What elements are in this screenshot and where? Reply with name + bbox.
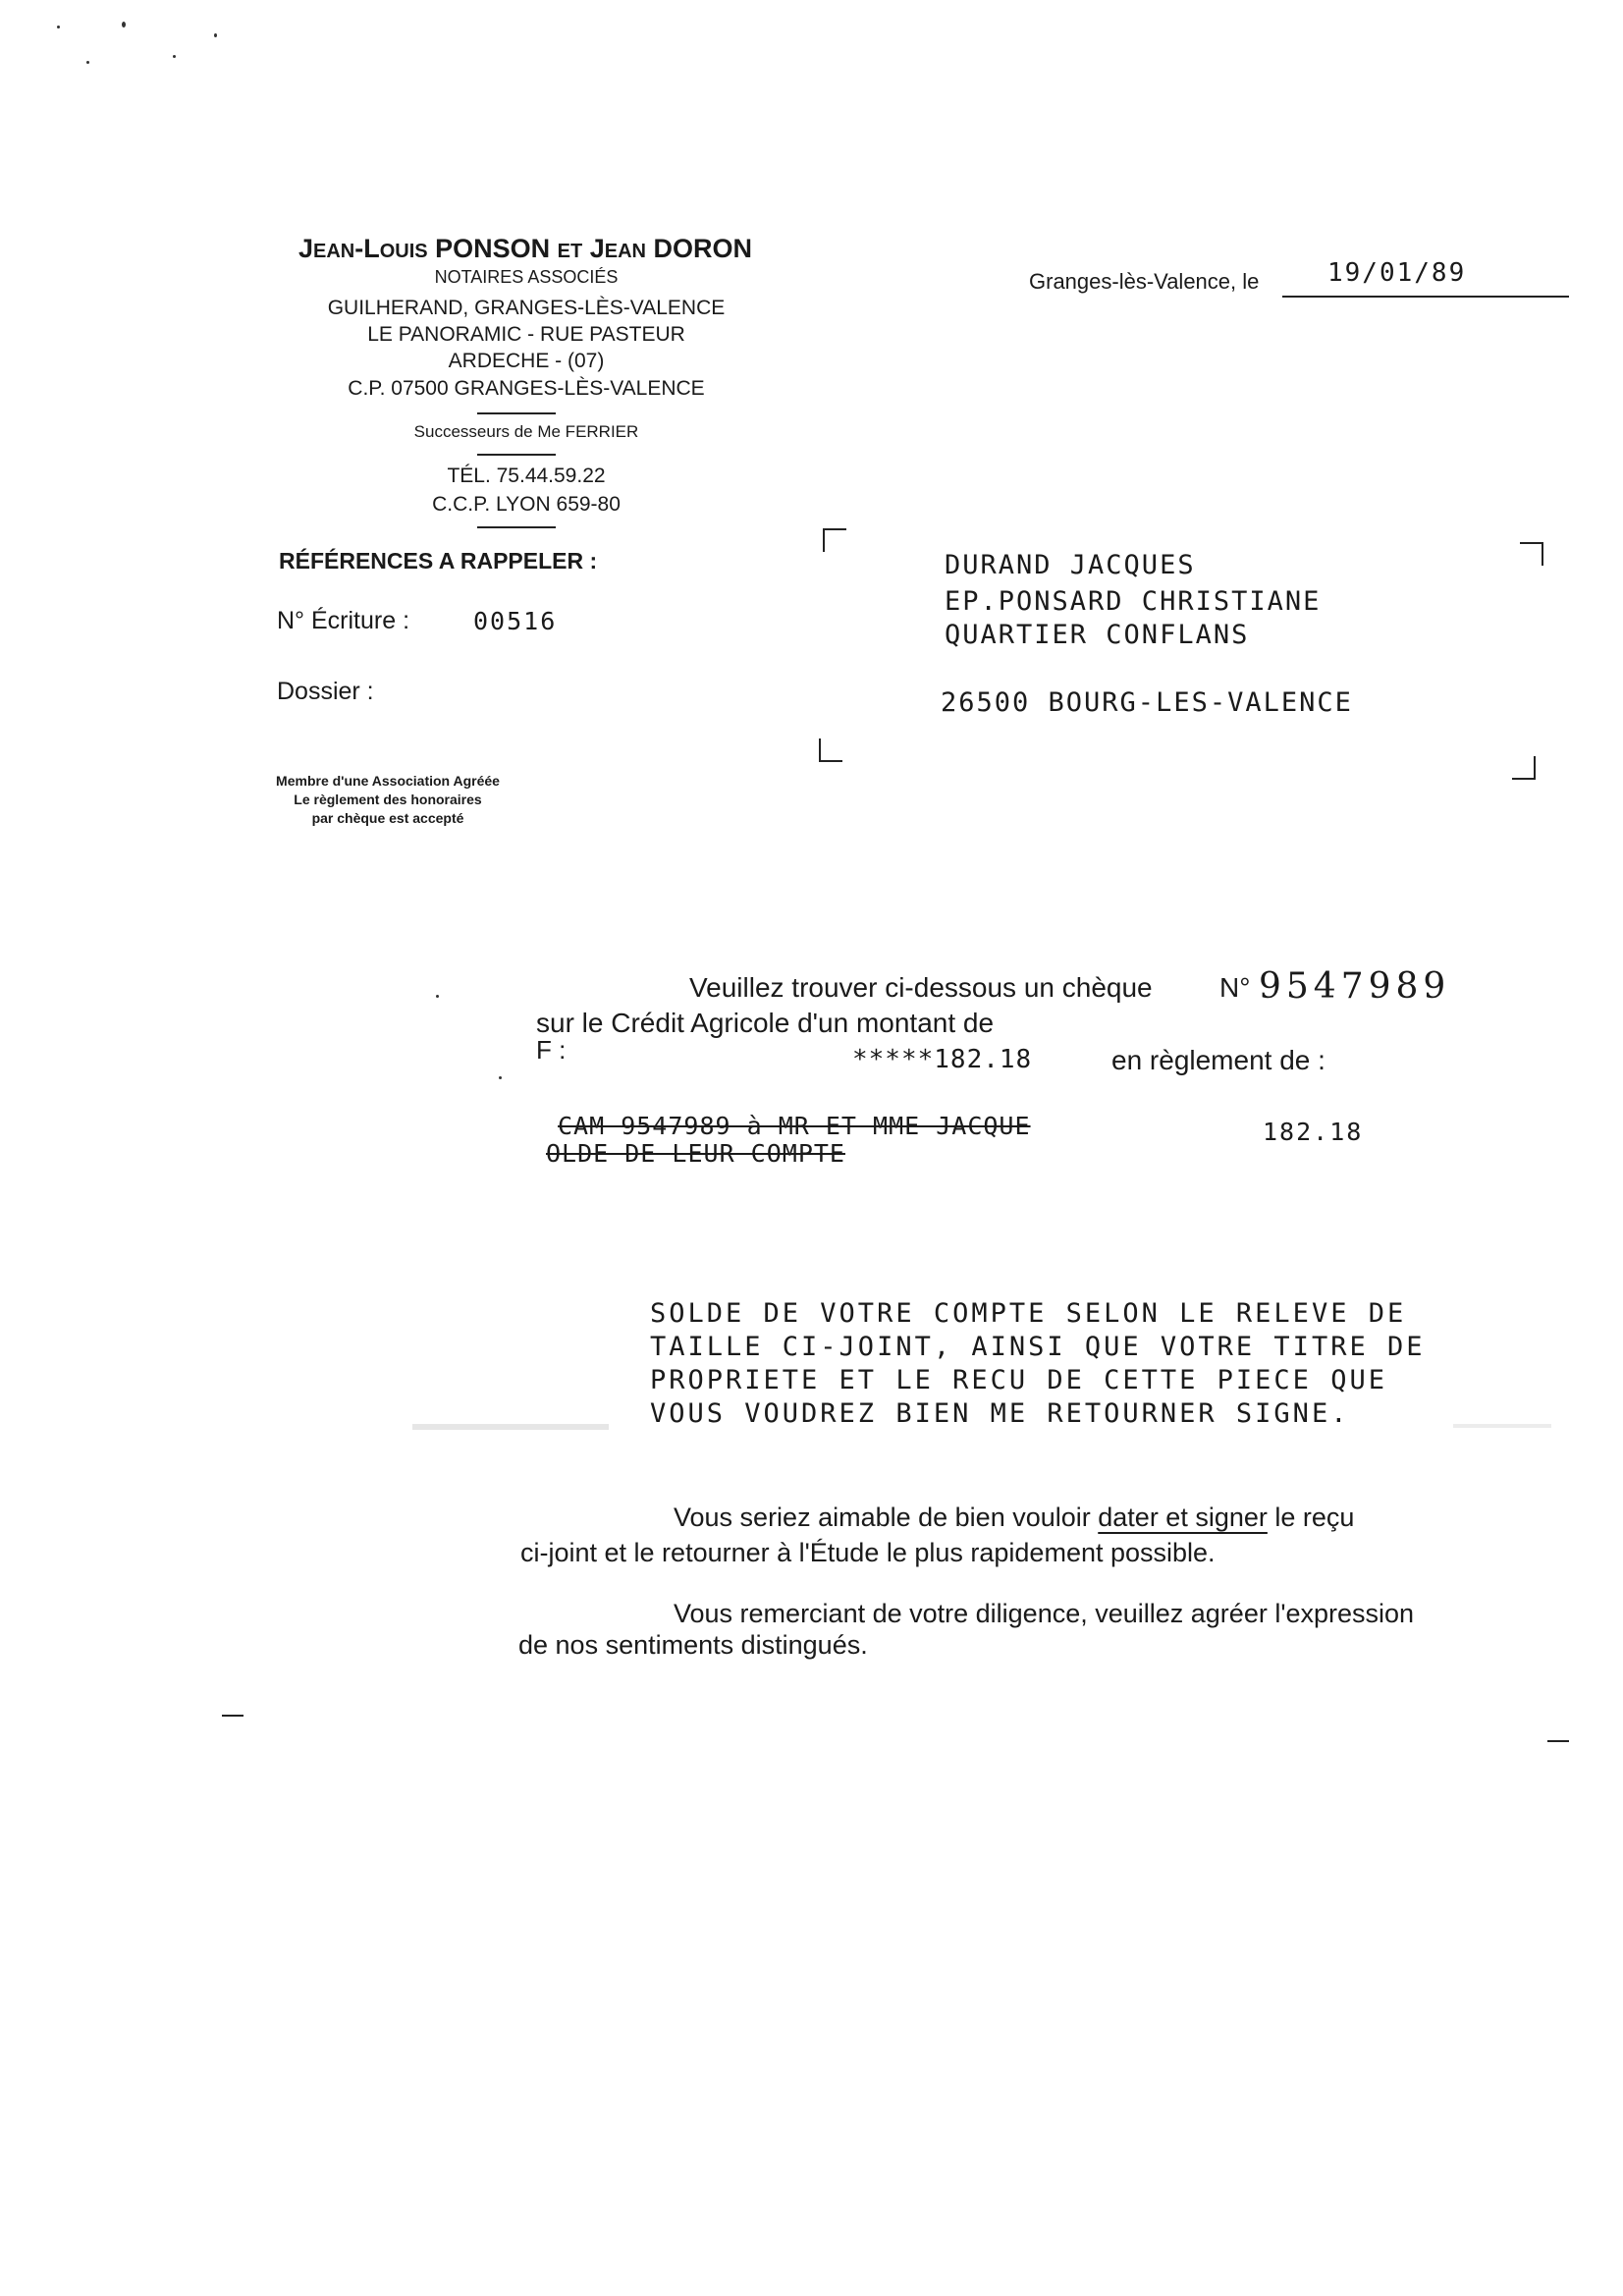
scan-speck <box>86 61 89 64</box>
address-window-corner <box>1512 756 1536 780</box>
address-line: GUILHERAND, GRANGES-LÈS-VALENCE <box>327 297 726 319</box>
firm-name-part: EAN <box>604 241 646 262</box>
ccp-number: C.C.P. LYON 659-80 <box>432 493 621 516</box>
closing-paragraph-1 <box>674 1503 1354 1533</box>
references-heading: RÉFÉRENCES A RAPPELER : <box>279 548 598 574</box>
address-window-corner <box>1520 542 1543 566</box>
recipient-line: DURAND JACQUES <box>945 550 1196 580</box>
scan-speck <box>173 55 176 58</box>
firm-name-part: OUIS <box>379 241 428 262</box>
association-note-line: Membre d'une Association Agréée <box>276 773 500 789</box>
reglement-label: en règlement de : <box>1111 1045 1325 1075</box>
recipient-line: QUARTIER CONFLANS <box>945 620 1250 650</box>
closing-text: Vous seriez aimable de bien vouloir <box>674 1503 1091 1532</box>
date-place: Granges-lès-Valence, le <box>1029 269 1260 294</box>
scan-smudge <box>1453 1424 1551 1428</box>
firm-name-part: DORON <box>646 234 752 263</box>
firm-name-part: EAN <box>313 241 355 262</box>
closing-paragraph-2-line-2: de nos sentiments distingués. <box>518 1630 868 1660</box>
cheque-amount: *****182.18 <box>852 1045 1033 1074</box>
struck-entry-line: CAM 9547989 à MR ET MME JACQUE <box>558 1112 1031 1140</box>
association-note-line: par chèque est accepté <box>311 810 464 826</box>
firm-name-part: J <box>298 234 314 263</box>
cheque-line-1: Veuillez trouver ci-dessous un chèque <box>689 972 1153 1003</box>
firm-subtitle: NOTAIRES ASSOCIÉS <box>434 267 619 287</box>
scan-speck <box>57 26 60 28</box>
typed-note-line: SOLDE DE VOTRE COMPTE SELON LE RELEVE DE <box>650 1298 1407 1329</box>
ecriture-label: N° Écriture : <box>277 607 410 634</box>
address-line: LE PANORAMIC - RUE PASTEUR <box>367 323 685 346</box>
typed-note-line: PROPRIETE ET LE RECU DE CETTE PIECE QUE <box>650 1365 1387 1395</box>
cheque-number: 9547989 <box>1259 966 1451 1007</box>
phone-number: TÉL. 75.44.59.22 <box>447 465 606 487</box>
divider <box>477 412 556 414</box>
fold-mark <box>222 1715 243 1717</box>
struck-entry-amount: 182.18 <box>1263 1118 1364 1146</box>
cheque-number-label: N° <box>1219 972 1251 1003</box>
currency-label: F : <box>536 1035 567 1065</box>
firm-name <box>287 234 764 264</box>
address-window-corner <box>823 528 846 552</box>
firm-name-part: PONSON <box>427 234 558 263</box>
cheque-line-2: sur le Crédit Agricole d'un montant de <box>536 1008 995 1038</box>
address-window-corner <box>819 738 842 762</box>
closing-paragraph-2-line-1: Vous remerciant de votre diligence, veuillez agréer l'expression <box>674 1599 1415 1628</box>
address-line: ARDECHE - (07) <box>448 350 605 372</box>
divider <box>477 526 556 528</box>
recipient-line: EP.PONSARD CHRISTIANE <box>945 586 1322 617</box>
closing-paragraph-1-line-2: ci-joint et le retourner à l'Étude le plus rapidement possible. <box>520 1538 1216 1567</box>
address-line: C.P. 07500 GRANGES-LÈS-VALENCE <box>348 377 705 400</box>
successors-line: Successeurs de Me FERRIER <box>413 422 639 441</box>
divider <box>477 454 556 456</box>
firm-name-part: -L <box>354 234 380 263</box>
typed-note-line: TAILLE CI-JOINT, AINSI QUE VOTRE TITRE DE <box>650 1332 1426 1362</box>
date-value: 19/01/89 <box>1327 258 1467 288</box>
fold-mark <box>1547 1740 1569 1742</box>
scan-smudge <box>412 1424 609 1430</box>
typed-note-line: VOUS VOUDREZ BIEN ME RETOURNER SIGNE. <box>650 1398 1350 1429</box>
struck-entry-line: OLDE DE LEUR COMPTE <box>546 1139 845 1168</box>
ecriture-value: 00516 <box>473 607 558 635</box>
recipient-city: 26500 BOURG-LES-VALENCE <box>941 687 1353 718</box>
scan-speck <box>214 33 217 37</box>
scan-speck <box>436 995 439 998</box>
date-underline <box>1282 296 1569 298</box>
dater-signer-emphasis: dater et signer <box>1098 1503 1268 1532</box>
dossier-label: Dossier : <box>277 678 374 705</box>
firm-name-part: ET <box>557 241 583 262</box>
scan-speck <box>122 22 126 27</box>
closing-text: le reçu <box>1274 1503 1355 1532</box>
firm-name-part: J <box>582 234 605 263</box>
scan-speck <box>499 1076 502 1079</box>
association-note-line: Le règlement des honoraires <box>294 792 482 807</box>
